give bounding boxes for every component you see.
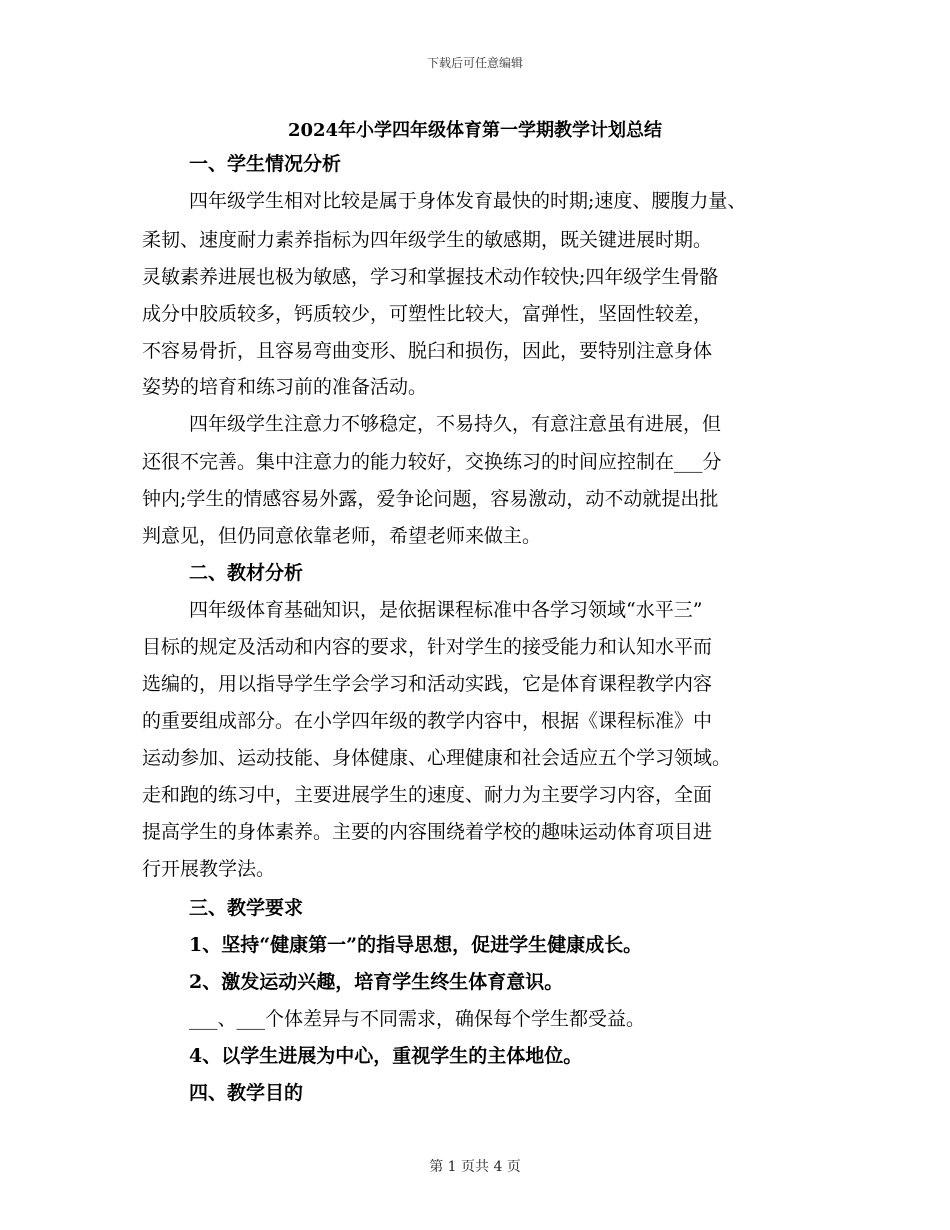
requirement-item: 2、激发运动兴趣，培育学生终生体育意识。	[189, 971, 564, 993]
requirement-item: 1、坚持“健康第一”的指导思想，促进学生健康成长。	[189, 934, 643, 956]
document-title: 2024年小学四年级体育第一学期教学计划总结	[287, 120, 663, 141]
paragraph-line: 运动参加、运动技能、身体健康、心理健康和社会适应五个学习领域。	[142, 747, 732, 769]
section-heading-3: 三、教学要求	[189, 897, 304, 919]
paragraph-line: 目标的规定及活动和内容的要求，针对学生的接受能力和认知水平而	[142, 636, 713, 658]
requirement-item: ___、___个体差异与不同需求，确保每个学生都受益。	[189, 1008, 646, 1030]
paragraph-line: 成分中胶质较多，钙质较少，可塑性比较大，富弹性，坚固性较差，	[142, 303, 713, 325]
section-heading-4: 四、教学目的	[189, 1082, 304, 1104]
paragraph-line: 四年级学生注意力不够稳定，不易持久，有意注意虽有进展，但	[189, 413, 722, 435]
header-note: 下载后可任意编辑	[426, 56, 523, 70]
paragraph-line: 还很不完善。集中注意力的能力较好，交换练习的时间应控制在___分	[142, 451, 722, 473]
paragraph-line: 判意见，但仍同意依靠老师，希望老师来做主。	[142, 525, 542, 547]
paragraph-line: 四年级体育基础知识，是依据课程标准中各学习领域“水平三”	[189, 599, 703, 621]
paragraph-line: 选编的，用以指导学生学会学习和活动实践，它是体育课程教学内容	[142, 673, 713, 695]
paragraph-line: 姿势的培育和练习前的准备活动。	[142, 376, 428, 398]
paragraph-line: 提高学生的身体素养。主要的内容围绕着学校的趣味运动体育项目进	[142, 821, 713, 843]
page-footer: 第 1 页共 4 页	[429, 1159, 521, 1175]
paragraph-line: 柔韧、速度耐力素养指标为四年级学生的敏感期，既关键进展时期。	[142, 229, 713, 251]
paragraph-line: 行开展教学法。	[142, 858, 276, 880]
section-heading-2: 二、教材分析	[189, 562, 304, 584]
paragraph-line: 的重要组成部分。在小学四年级的教学内容中，根据《课程标准》中	[142, 710, 713, 732]
paragraph-line: 灵敏素养进展也极为敏感，学习和掌握技术动作较快;四年级学生骨骼	[142, 266, 719, 288]
paragraph-line: 四年级学生相对比较是属于身体发育最快的时期;速度、腰腹力量、	[189, 190, 747, 212]
paragraph-line: 不容易骨折，且容易弯曲变形、脱臼和损伤，因此，要特别注意身体	[142, 340, 713, 362]
paragraph-line: 走和跑的练习中，主要进展学生的速度、耐力为主要学习内容，全面	[142, 784, 713, 806]
section-heading-1: 一、学生情况分析	[189, 153, 342, 175]
paragraph-line: 钟内;学生的情感容易外露，爱争论问题，容易激动，动不动就提出批	[142, 488, 719, 510]
requirement-item: 4、以学生进展为中心，重视学生的主体地位。	[189, 1045, 583, 1067]
